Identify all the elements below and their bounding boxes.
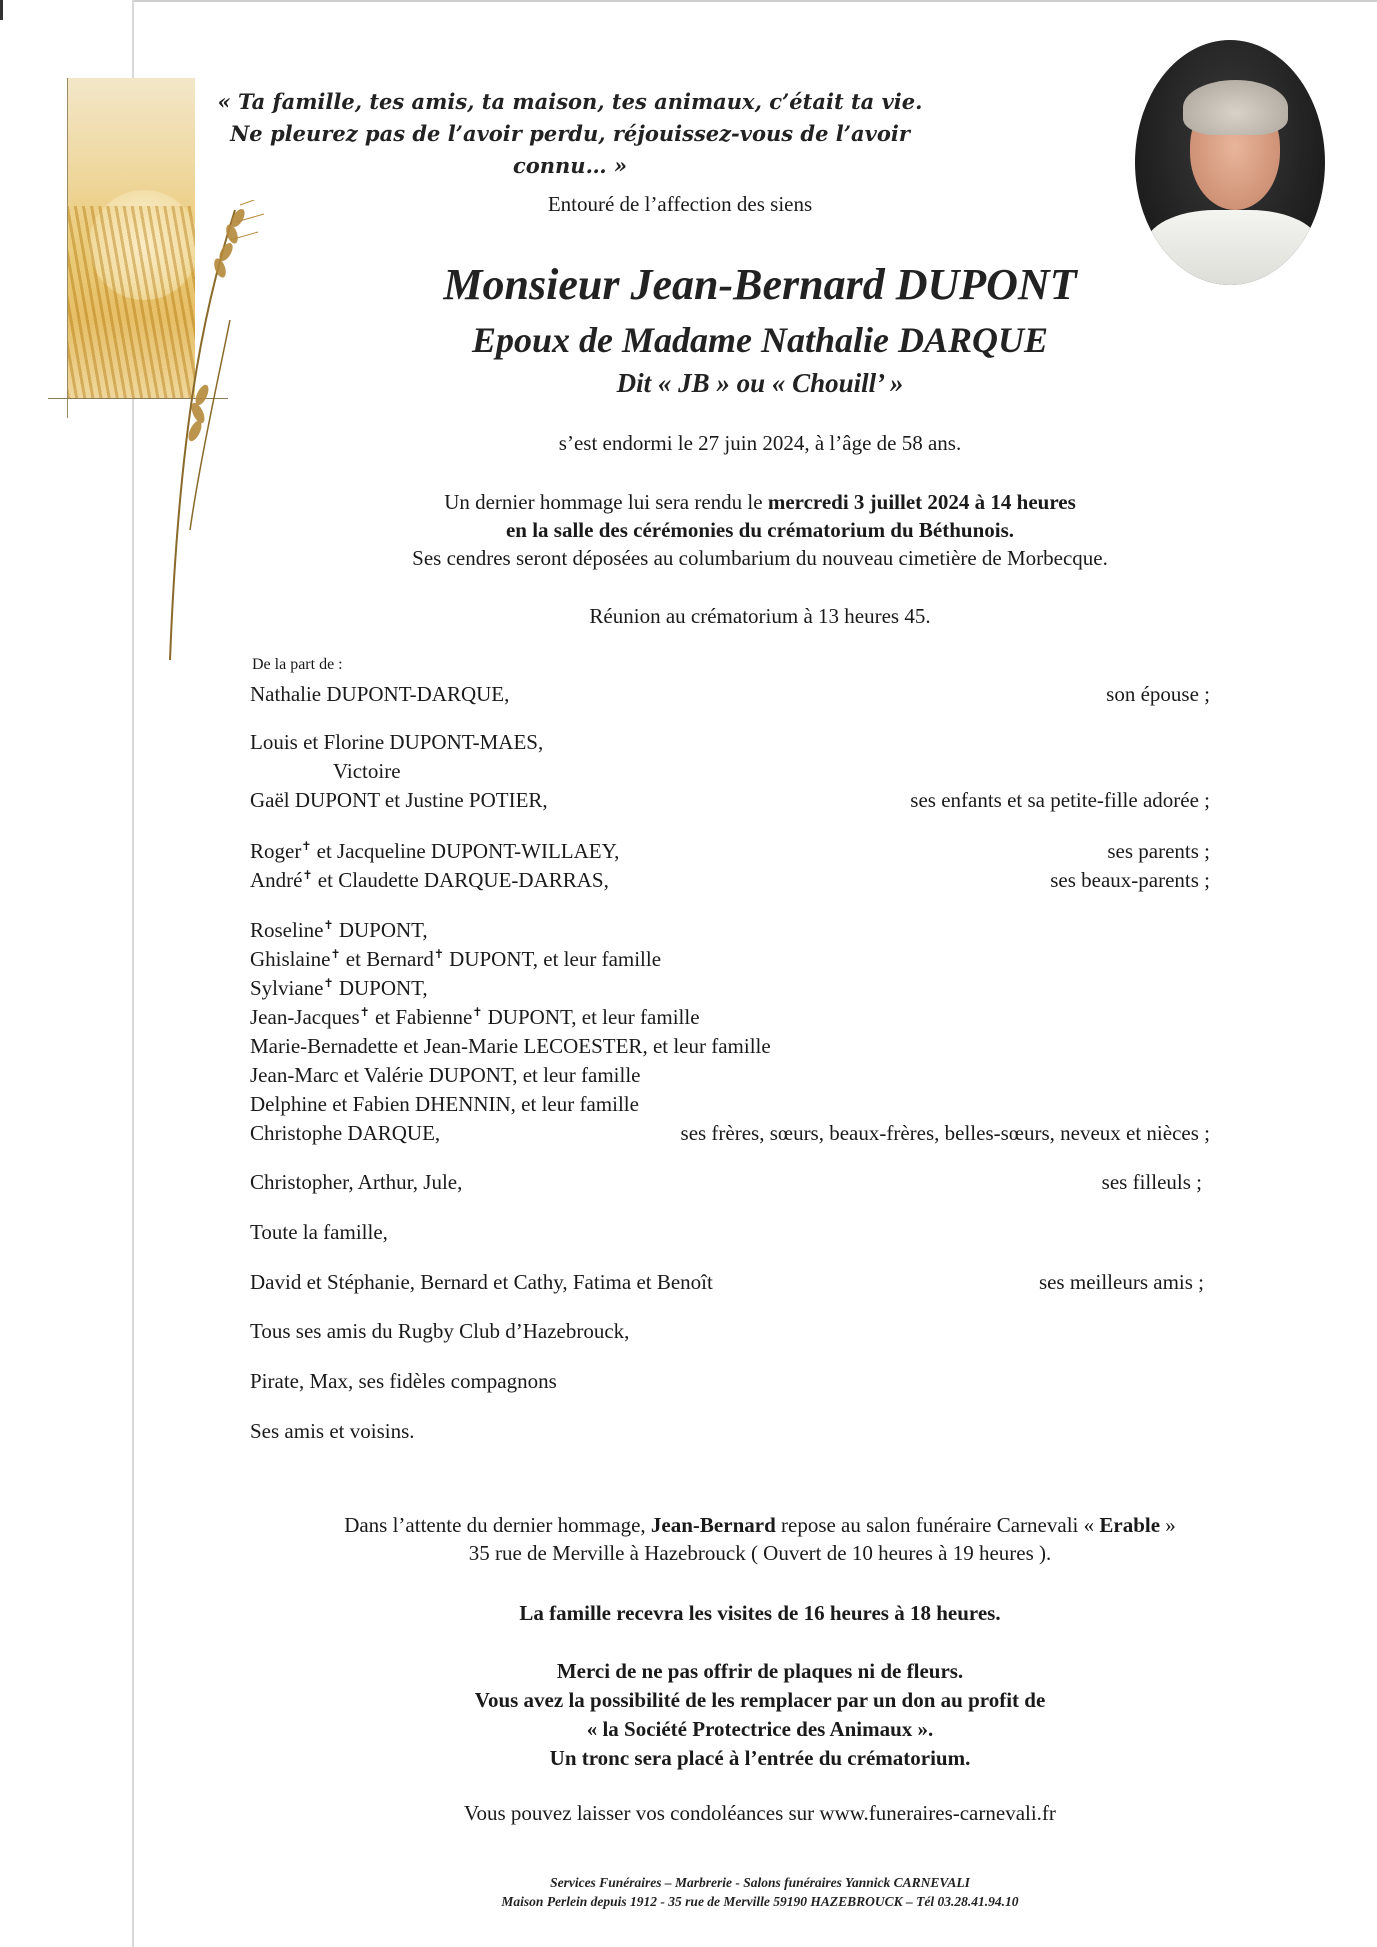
funeral-home-line xyxy=(270,1511,1250,1539)
funeral-home-info xyxy=(270,1511,1250,1567)
pets-text: Pirate, Max, ses fidèles compagnons xyxy=(250,1369,557,1393)
godchildren-role: ses filleuls ; xyxy=(1101,1170,1202,1194)
sibling-name-rest: et Fabienne xyxy=(369,1005,473,1029)
sibling-name: Sylviane xyxy=(250,976,324,1000)
family-row-children-2 xyxy=(250,786,1210,815)
spouse-line: Epoux de Madame Nathalie DARQUE xyxy=(471,320,1049,360)
sibling-name-rest: et Bernard xyxy=(340,947,434,971)
portrait-photo xyxy=(1135,40,1325,285)
quote-line-1: « Ta famille, tes amis, ta maison, tes animaux, c’était ta vie. xyxy=(217,89,923,114)
sibling-name: Jean-Jacques xyxy=(250,1005,360,1029)
sibling-name: Jean-Marc et Valérie DUPONT, et leur famille xyxy=(250,1063,641,1087)
ceremony-place: en la salle des cérémonies du crématorium du Béthunois. xyxy=(505,518,1015,542)
visits-info: La famille recevra les visites de 16 heures à 18 heures. xyxy=(519,1601,1001,1625)
donation-line-1: Merci de ne pas offrir de plaques ni de fleurs. xyxy=(556,1659,964,1683)
wheat-ear-icon xyxy=(140,200,280,660)
sibling-name: Ghislaine xyxy=(250,947,331,971)
ceremony-date-line xyxy=(300,488,1220,516)
family-row-sibling-4 xyxy=(250,1003,1210,1032)
cross-icon: ✝ xyxy=(323,918,334,932)
spouse-name: Nathalie DUPONT-DARQUE, xyxy=(250,682,510,706)
spouse-role: son épouse ; xyxy=(1106,682,1210,706)
family-row-sibling-2 xyxy=(250,945,1210,974)
epitaph-quote xyxy=(200,86,940,182)
quote-line-2: Ne pleurez pas de l’avoir perdu, réjouissez-vous de l’avoir connu… » xyxy=(230,121,910,178)
sibling-name: Roseline xyxy=(250,918,324,942)
meeting-info: Réunion au crématorium à 13 heures 45. xyxy=(589,604,931,628)
godchildren-names: Christopher, Arthur, Jule, xyxy=(250,1170,463,1194)
cross-icon: ✝ xyxy=(323,976,334,990)
rest-mid: repose au salon funéraire Carnevali « xyxy=(775,1513,1100,1537)
donation-info xyxy=(300,1657,1220,1773)
friends-role: ses meilleurs amis ; xyxy=(1038,1270,1204,1294)
friends-names: David et Stéphanie, Bernard et Cathy, Fatima et Benoît xyxy=(250,1270,713,1294)
cross-icon: ✝ xyxy=(433,947,444,961)
donation-line-3: « la Société Protectrice des Animaux ». xyxy=(586,1717,934,1741)
parents-role: ses parents ; xyxy=(1107,839,1210,863)
family-row-spouse xyxy=(250,680,1210,709)
grandchild-name: Victoire xyxy=(333,759,401,783)
family-row-pets xyxy=(250,1367,1210,1396)
ceremony-lead: Un dernier hommage lui sera rendu le xyxy=(444,490,768,514)
salon-name: Erable xyxy=(1099,1513,1161,1537)
donation-line-2: Vous avez la possibilité de les remplacer par un don au profit de xyxy=(474,1688,1046,1712)
from-label: De la part de : xyxy=(252,656,343,673)
parent-name: Roger xyxy=(250,839,302,863)
family-row-parents xyxy=(250,837,1210,866)
siblings-role: ses frères, sœurs, beaux-frères, belles-sœurs, neveux et nièces ; xyxy=(680,1121,1210,1145)
family-row-sibling-8 xyxy=(250,1119,1210,1148)
rest-lead: Dans l’attente du dernier hommage, xyxy=(344,1513,651,1537)
sibling-name: Christophe DARQUE, xyxy=(250,1121,441,1145)
rest-end: » xyxy=(1160,1513,1176,1537)
ashes-line: Ses cendres seront déposées au columbarium du nouveau cimetière de Morbecque. xyxy=(412,546,1108,570)
footer-line-2: Maison Perlein depuis 1912 - 35 rue de Merville 59190 HAZEBROUCK – Tél 03.28.41.94.10 xyxy=(501,1894,1019,1909)
deceased-name: Monsieur Jean-Bernard DUPONT xyxy=(443,260,1077,309)
top-border-line xyxy=(132,0,1377,2)
ceremony-date: mercredi 3 juillet 2024 à 14 heures xyxy=(767,490,1076,514)
rest-name: Jean-Bernard xyxy=(650,1513,776,1537)
family-row-grandchild xyxy=(333,757,733,786)
family-row-sibling-6 xyxy=(250,1061,1210,1090)
family-row-all-family xyxy=(250,1218,1210,1247)
sibling-name-end: DUPONT, et leur famille xyxy=(443,947,662,971)
donation-line-4: Un tronc sera placé à l’entrée du crématorium. xyxy=(549,1746,971,1770)
family-row-inlaws xyxy=(250,866,1210,895)
cross-icon: ✝ xyxy=(302,868,313,882)
footer xyxy=(300,1873,1220,1911)
family-row-sibling-7 xyxy=(250,1090,1210,1119)
family-row-children-1 xyxy=(250,728,1210,757)
decor-vertical-line xyxy=(67,78,68,418)
nickname-line: Dit « JB » ou « Chouill’ » xyxy=(616,368,904,398)
sibling-name-rest: DUPONT, xyxy=(333,976,428,1000)
funeral-home-address: 35 rue de Merville à Hazebrouck ( Ouvert de 10 heures à 19 heures ). xyxy=(468,1541,1052,1565)
cross-icon: ✝ xyxy=(359,1005,370,1019)
family-row-friends xyxy=(250,1268,1210,1297)
family-row-sibling-1 xyxy=(250,916,1210,945)
family-row-sibling-3 xyxy=(250,974,1210,1003)
sibling-name: Delphine et Fabien DHENNIN, et leur famille xyxy=(250,1092,639,1116)
neighbours-text: Ses amis et voisins. xyxy=(250,1419,415,1443)
parent-name-rest: et Jacqueline DUPONT-WILLAEY, xyxy=(311,839,620,863)
children-name-2: Gaël DUPONT et Justine POTIER, xyxy=(250,788,548,812)
inlaw-name: André xyxy=(250,868,303,892)
sibling-name-end: DUPONT, et leur famille xyxy=(482,1005,700,1029)
inlaw-name-rest: et Claudette DARQUE-DARRAS, xyxy=(312,868,609,892)
rugby-friends-text: Tous ses amis du Rugby Club d’Hazebrouck, xyxy=(250,1319,630,1343)
condolences-info: Vous pouvez laisser vos condoléances sur www.funeraires-carnevali.fr xyxy=(464,1801,1056,1825)
death-announcement: s’est endormi le 27 juin 2024, à l’âge de 58 ans. xyxy=(558,431,962,455)
family-row-rugby xyxy=(250,1317,1210,1346)
cross-icon: ✝ xyxy=(472,1005,483,1019)
ceremony-info xyxy=(300,488,1220,572)
portrait-hair xyxy=(1183,80,1288,135)
edge-mark xyxy=(0,0,3,20)
inlaws-role: ses beaux-parents ; xyxy=(1050,868,1210,892)
intro-text: Entouré de l’affection des siens xyxy=(547,192,813,216)
ceremony-place-line xyxy=(300,516,1220,544)
children-name-1: Louis et Florine DUPONT-MAES, xyxy=(250,730,544,754)
cross-icon: ✝ xyxy=(330,947,341,961)
family-row-godchildren xyxy=(250,1168,1210,1197)
cross-icon: ✝ xyxy=(301,839,312,853)
sibling-name: Marie-Bernadette et Jean-Marie LECOESTER, et leur famille xyxy=(250,1034,771,1058)
children-role: ses enfants et sa petite-fille adorée ; xyxy=(910,788,1210,812)
footer-line-1: Services Funéraires – Marbrerie - Salons funéraires Yannick CARNEVALI xyxy=(550,1875,970,1890)
sibling-name-rest: DUPONT, xyxy=(333,918,428,942)
family-row-neighbours xyxy=(250,1417,1210,1446)
all-family-text: Toute la famille, xyxy=(250,1220,388,1244)
family-row-sibling-5 xyxy=(250,1032,1210,1061)
